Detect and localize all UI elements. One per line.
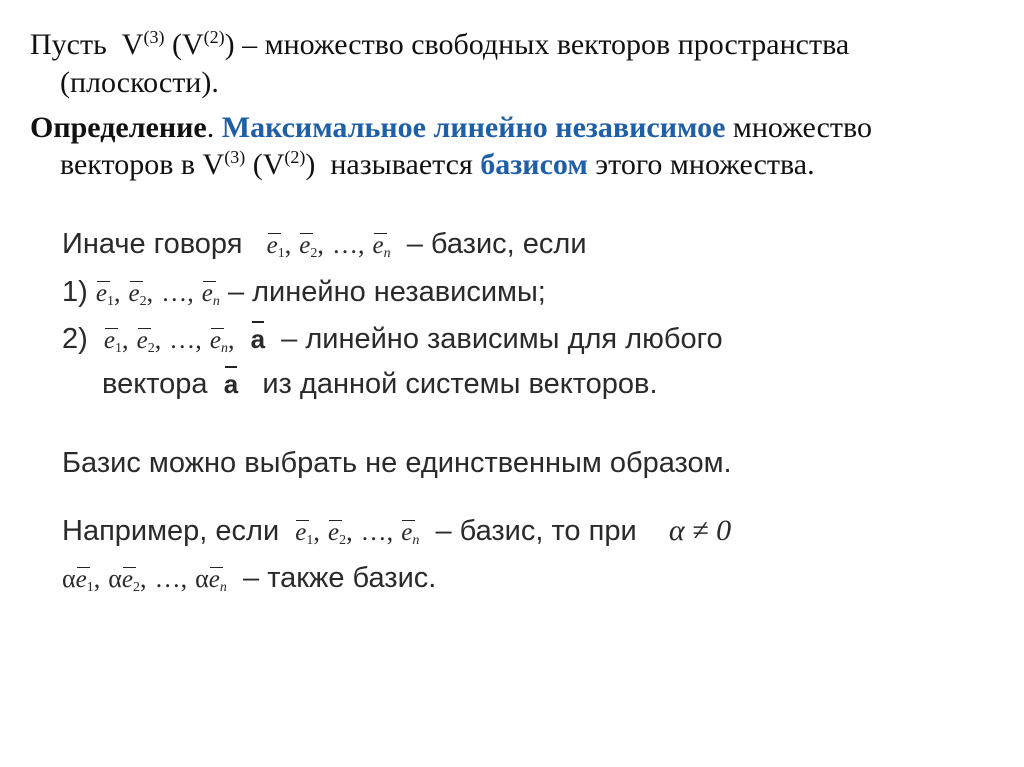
- definition-named: называется: [330, 148, 473, 181]
- def-plane-v-sup: (2): [284, 147, 306, 167]
- def-space-v: V: [202, 148, 225, 181]
- vector-en: $e_n$: [372, 232, 391, 261]
- definition-line-1: Определение. Максимальное линейно независимое множество: [30, 111, 872, 144]
- vector-e2: $e_2$: [327, 519, 347, 548]
- ellipsis: …: [331, 230, 358, 259]
- vector-en: $e_n$: [209, 327, 228, 356]
- alt-tail: – базис, если: [406, 228, 587, 260]
- vector-en: $e_n$: [401, 519, 420, 548]
- note-text: Базис можно выбрать не единственным образом.: [62, 447, 732, 479]
- item-1-number: 1): [62, 276, 88, 308]
- vector-e1: $e_1$: [103, 327, 123, 356]
- definition-end: этого множества.: [595, 148, 815, 181]
- space-v: V: [121, 28, 144, 61]
- vector-e2: $e_2$: [136, 327, 155, 356]
- plane-v: V: [181, 28, 204, 61]
- plane-v-sup: (2): [203, 27, 225, 47]
- vector-e1: $e_1$: [295, 519, 314, 548]
- example-condition: α ≠ 0: [668, 514, 732, 547]
- example-line-1: Например, если $e_1$, $e_2$, …, $e_n$ – базис, то при α ≠ 0: [62, 514, 732, 548]
- definition-after-term: множество: [732, 111, 872, 144]
- ellipsis: …: [169, 325, 196, 354]
- item-2: 2) $e_1$, $e_2$, …, $e_n$, a – линейно зависимы для любого: [62, 323, 723, 356]
- definition-line2-start: векторов в: [60, 148, 196, 181]
- item-2-cont-b: из данной системы векторов.: [262, 368, 658, 400]
- vector-e2: $e_2$: [128, 280, 147, 309]
- vector-a: a: [251, 324, 265, 355]
- alt-line: Иначе говоря $e_1$, $e_2$, …, $e_n$ – базис, если: [62, 228, 587, 261]
- example-lead: Например, если: [62, 515, 280, 547]
- space-v-sup: (3): [143, 27, 165, 47]
- def-plane-v: V: [262, 148, 285, 181]
- definition-basis-word: базисом: [480, 148, 588, 181]
- item-1-text: – линейно независимы;: [227, 276, 546, 308]
- definition-line-2: векторов в $V^{(3)}$ $(V^{(2)})$ называется базисом этого множества.: [60, 147, 815, 181]
- alt-lead: Иначе говоря: [62, 228, 243, 260]
- alpha-e2: α $e_2$: [108, 564, 141, 595]
- definition-label: Определение: [30, 111, 207, 144]
- intro-cont: (плоскости).: [60, 66, 219, 99]
- intro-line-1: Пусть $V^{(3)}$ $(V^{(2)})$ – множество свободных векторов пространства: [30, 27, 850, 61]
- note: [62, 447, 732, 480]
- item-2-cont-a: вектора: [102, 368, 208, 400]
- example-line2-tail: – также базис.: [243, 562, 437, 594]
- vector-en: $e_n$: [201, 280, 220, 309]
- example-line-2: α $e_1$, α $e_2$, …, α $e_n$ – также базис.: [62, 562, 437, 595]
- item-2-number: 2): [62, 323, 88, 355]
- intro-line-2: [60, 66, 219, 100]
- example-tail: – базис, то при: [435, 515, 637, 547]
- vector-a: a: [224, 369, 238, 400]
- intro-word: Пусть: [30, 28, 107, 61]
- ellipsis: …: [161, 278, 188, 307]
- item-1: 1) $e_1$, $e_2$, …, $e_n$ – линейно независимы;: [62, 276, 546, 309]
- definition-term: Максимальное линейно независимое: [221, 111, 726, 144]
- vector-e1: $e_1$: [266, 232, 285, 261]
- vector-e2: $e_2$: [299, 232, 318, 261]
- alpha-e1: α $e_1$: [62, 564, 94, 595]
- ellipsis: …: [154, 564, 181, 593]
- ellipsis: …: [360, 517, 387, 546]
- def-space-v-sup: (3): [224, 147, 246, 167]
- alpha-en: α $e_n$: [195, 564, 227, 595]
- vector-e1: $e_1$: [95, 280, 114, 309]
- item-2-text: – линейно зависимы для любого: [281, 323, 723, 355]
- intro-rest: – множество свободных векторов пространства: [242, 28, 850, 61]
- item-2-cont: [102, 368, 658, 401]
